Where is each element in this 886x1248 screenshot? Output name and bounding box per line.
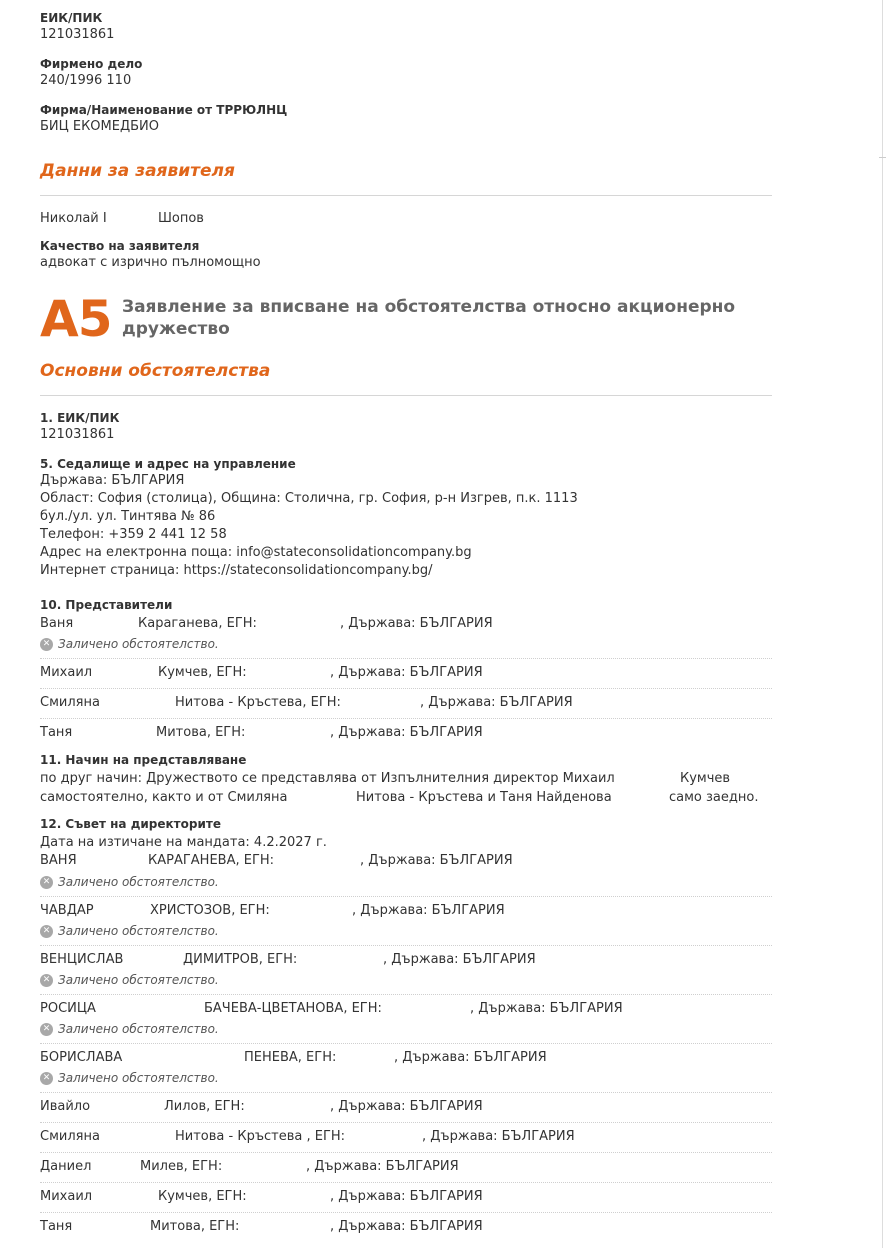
row-divider <box>40 1043 772 1044</box>
rep-country: , Държава: БЪЛГАРИЯ <box>330 665 483 680</box>
deleted-x-icon: ✕ <box>40 974 53 987</box>
quality-value: адвокат с изрично пълномощно <box>40 255 261 270</box>
representation-text: самостоятелно, както и от Смиляна <box>40 790 288 805</box>
director-country: , Държава: БЪЛГАРИЯ <box>330 1099 483 1114</box>
applicant-section-title: Данни за заявителя <box>40 161 235 181</box>
row-divider <box>40 1152 772 1153</box>
deleted-note <box>40 636 219 652</box>
director-row-deleted <box>40 852 772 870</box>
director-first-name: Таня <box>40 1219 73 1234</box>
eik-block <box>40 11 114 44</box>
field-1 <box>40 411 119 444</box>
address-street: бул./ул. ул. Тинтява № 86 <box>40 509 216 524</box>
rep-first-name: Ваня <box>40 616 74 631</box>
representation-text: по друг начин: Дружеството се представлява от Изпълнителния директор Михаил <box>40 771 615 786</box>
director-first-name: РОСИЦА <box>40 1001 96 1016</box>
representative-row-deleted <box>40 615 772 633</box>
address-country: Държава: БЪЛГАРИЯ <box>40 473 185 488</box>
director-last-name: Кумчев, ЕГН: <box>158 1189 247 1204</box>
row-divider <box>40 1122 772 1123</box>
quality-label: Качество на заявителя <box>40 239 200 253</box>
field-12-label: 12. Съвет на директорите <box>40 817 221 831</box>
director-row <box>40 1098 772 1116</box>
director-last-name: БАЧЕВА-ЦВЕТАНОВА, ЕГН: <box>204 1001 382 1016</box>
firm-label: Фирма/Наименование от ТРРЮЛНЦ <box>40 103 288 117</box>
representation-line-2 <box>40 789 772 807</box>
rep-country: , Държава: БЪЛГАРИЯ <box>330 725 483 740</box>
director-country: , Държава: БЪЛГАРИЯ <box>470 1001 623 1016</box>
row-divider <box>40 945 772 946</box>
rep-last-name: Кумчев, ЕГН: <box>158 665 247 680</box>
director-last-name: ХРИСТОЗОВ, ЕГН: <box>150 903 270 918</box>
director-first-name: Даниел <box>40 1159 92 1174</box>
deleted-text: Заличено обстоятелство. <box>58 1071 219 1085</box>
field-1-value: 121031861 <box>40 427 115 442</box>
representative-row <box>40 694 772 712</box>
director-row <box>40 1218 772 1236</box>
deleted-text: Заличено обстоятелство. <box>58 637 219 651</box>
case-value: 240/1996 110 <box>40 73 132 88</box>
rep-country: , Държава: БЪЛГАРИЯ <box>420 695 573 710</box>
case-label: Фирмено дело <box>40 57 143 71</box>
row-divider <box>40 1092 772 1093</box>
director-country: , Държава: БЪЛГАРИЯ <box>330 1219 483 1234</box>
deleted-x-icon: ✕ <box>40 1023 53 1036</box>
director-last-name: Митова, ЕГН: <box>150 1219 240 1234</box>
row-divider <box>40 1182 772 1183</box>
address-email: Адрес на електронна поща: info@stateconsolidationcompany.bg <box>40 545 472 560</box>
director-last-name: Нитова - Кръстева , ЕГН: <box>175 1129 346 1144</box>
director-first-name: Смиляна <box>40 1129 100 1144</box>
director-first-name: Михаил <box>40 1189 93 1204</box>
deleted-note <box>40 923 219 939</box>
deleted-text: Заличено обстоятелство. <box>58 973 219 987</box>
deleted-note <box>40 874 219 890</box>
deleted-x-icon: ✕ <box>40 638 53 651</box>
director-first-name: ВЕНЦИСЛАВ <box>40 952 124 967</box>
director-row-deleted <box>40 1000 772 1018</box>
director-country: , Държава: БЪЛГАРИЯ <box>330 1189 483 1204</box>
director-country: , Държава: БЪЛГАРИЯ <box>360 853 513 868</box>
row-divider <box>40 688 772 689</box>
director-first-name: ВАНЯ <box>40 853 77 868</box>
row-divider <box>40 718 772 719</box>
main-section-title: Основни обстоятелства <box>40 361 271 381</box>
director-row-deleted <box>40 951 772 969</box>
director-country: , Държава: БЪЛГАРИЯ <box>352 903 505 918</box>
director-row <box>40 1158 772 1176</box>
rep-last-name: Нитова - Кръстева, ЕГН: <box>175 695 341 710</box>
field-11-label: 11. Начин на представляване <box>40 753 247 767</box>
form-title: Заявление за вписване на обстоятелства относно акционерно дружество <box>122 297 736 339</box>
deleted-text: Заличено обстоятелство. <box>58 875 219 889</box>
address-phone: Телефон: +359 2 441 12 58 <box>40 527 227 542</box>
representation-text: Кумчев <box>680 771 731 786</box>
deleted-x-icon: ✕ <box>40 876 53 889</box>
director-first-name: ЧАВДАР <box>40 903 94 918</box>
deleted-note <box>40 972 219 988</box>
divider <box>40 195 772 196</box>
form-badge: А5 <box>40 290 112 348</box>
row-divider <box>40 1212 772 1213</box>
director-last-name: ДИМИТРОВ, ЕГН: <box>183 952 298 967</box>
field-1-label: 1. ЕИК/ПИК <box>40 411 120 425</box>
case-block <box>40 57 142 90</box>
representative-row <box>40 724 772 742</box>
form-heading <box>40 292 742 346</box>
deleted-x-icon: ✕ <box>40 1072 53 1085</box>
director-first-name: БОРИСЛАВА <box>40 1050 123 1065</box>
row-divider <box>40 994 772 995</box>
representation-line-1 <box>40 770 772 788</box>
address-website: Интернет страница: https://stateconsolidationcompany.bg/ <box>40 563 433 578</box>
firm-block <box>40 103 287 136</box>
director-row-deleted <box>40 902 772 920</box>
deleted-x-icon: ✕ <box>40 925 53 938</box>
deleted-note <box>40 1021 219 1037</box>
scroll-marker <box>879 157 886 158</box>
address-region: Област: София (столица), Община: Столична, гр. София, р-н Изгрев, п.к. 1113 <box>40 491 578 506</box>
rep-country: , Държава: БЪЛГАРИЯ <box>340 616 493 631</box>
applicant-last-name: Шопов <box>158 211 204 226</box>
director-country: , Държава: БЪЛГАРИЯ <box>383 952 536 967</box>
director-row-deleted <box>40 1049 772 1067</box>
rep-first-name: Михаил <box>40 665 93 680</box>
representation-text: Нитова - Кръстева и Таня Найденова <box>356 790 612 805</box>
eik-value: 121031861 <box>40 27 115 42</box>
director-last-name: Милев, ЕГН: <box>140 1159 223 1174</box>
rep-first-name: Смиляна <box>40 695 100 710</box>
field-5 <box>40 457 578 580</box>
director-row <box>40 1128 772 1146</box>
applicant-first-name: Николай I <box>40 211 107 226</box>
director-last-name: ПЕНЕВА, ЕГН: <box>244 1050 337 1065</box>
field-10-label: 10. Представители <box>40 598 173 612</box>
director-row <box>40 1188 772 1206</box>
applicant-name <box>40 210 772 228</box>
rep-last-name: Караганева, ЕГН: <box>138 616 257 631</box>
deleted-note <box>40 1070 219 1086</box>
row-divider <box>40 658 772 659</box>
director-country: , Държава: БЪЛГАРИЯ <box>422 1129 575 1144</box>
field-5-label: 5. Седалище и адрес на управление <box>40 457 296 471</box>
page-edge-line <box>882 0 883 1248</box>
deleted-text: Заличено обстоятелство. <box>58 1022 219 1036</box>
rep-first-name: Таня <box>40 725 73 740</box>
quality-block <box>40 239 261 272</box>
director-last-name: КАРАГАНЕВА, ЕГН: <box>148 853 275 868</box>
eik-label: ЕИК/ПИК <box>40 11 103 25</box>
deleted-text: Заличено обстоятелство. <box>58 924 219 938</box>
director-country: , Държава: БЪЛГАРИЯ <box>394 1050 547 1065</box>
mandate-expiry: Дата на изтичане на мандата: 4.2.2027 г. <box>40 835 327 850</box>
firm-value: БИЦ ЕКОМЕДБИО <box>40 119 160 134</box>
rep-last-name: Митова, ЕГН: <box>156 725 246 740</box>
director-first-name: Ивайло <box>40 1099 91 1114</box>
director-last-name: Лилов, ЕГН: <box>164 1099 245 1114</box>
divider <box>40 395 772 396</box>
representation-text: само заедно. <box>669 790 759 805</box>
row-divider <box>40 896 772 897</box>
director-country: , Държава: БЪЛГАРИЯ <box>306 1159 459 1174</box>
representative-row <box>40 664 772 682</box>
